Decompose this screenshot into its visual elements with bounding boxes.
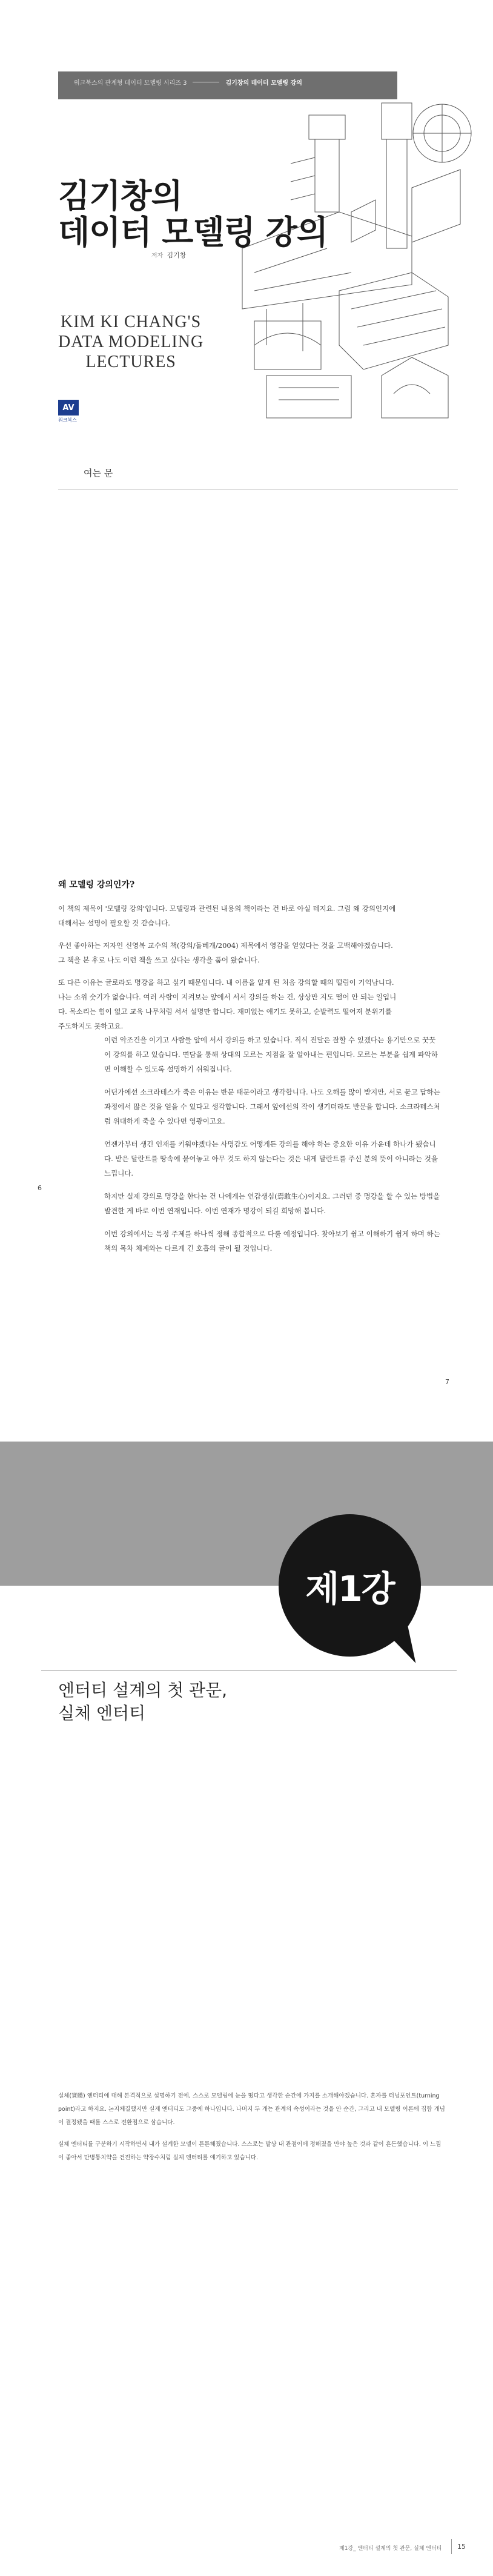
section-divider — [58, 489, 458, 490]
chapter-title-line2: 실체 엔터티 — [58, 1703, 146, 1723]
book-cover — [0, 0, 493, 427]
footer-divider — [451, 2539, 452, 2554]
chapter-1 — [0, 1442, 493, 2576]
chapter-divider — [41, 1670, 457, 1671]
author-prefix: 저자 — [151, 253, 164, 259]
paragraph: 이번 강의에서는 특정 주제를 하나씩 정해 종합적으로 다룰 예정입니다. 찾아보기 쉽고 이해하기 쉽게 하며 하는 책의 목차 체계와는 다르게 긴 호흡의 글이 될 것입니다. — [104, 1230, 440, 1253]
cover-title — [58, 178, 328, 251]
paragraph: 하지만 실제 강의로 명강을 한다는 건 나에게는 연갑생심(焉敢生心)이지요. 그러던 중 명강을 할 수 있는 방법을 발견한 게 바로 이번 연재입니다. 이번 연재가 명강이 되길 희망해 봅니다. — [104, 1192, 440, 1215]
paragraph: 어딘가에선 소크라테스가 죽은 이유는 반문 때문이라고 생각합니다. 나도 오해를 많이 받지만, 서로 묻고 답하는 과정에서 많은 것을 얻을 수 있다고 생각합니다. 그래서 앞에선의 작이 생기더라도 반문을 합니다. 소크라테스처럼 위대하게 죽을 수 있다면 영광이고요. — [104, 1088, 440, 1125]
section-heading: 왜 모델링 강의인가? — [58, 880, 135, 890]
running-footer: 제1강_ 엔터티 설계의 첫 관문, 실체 엔터티 — [339, 2546, 442, 2552]
publisher-logo — [58, 400, 79, 423]
author-name: 김기창 — [167, 251, 187, 259]
section-label: 여는 문 — [84, 468, 113, 478]
page-7-body — [104, 1033, 440, 1264]
chapter-badge — [279, 1514, 421, 1657]
cover-illustration — [230, 91, 493, 427]
english-title-line2: DATA MODELING — [58, 333, 204, 351]
page-6-body — [58, 901, 397, 1041]
paragraph: 실체(實體) 엔터티에 대해 본격적으로 설명하기 전에, 스스로 모델링에 눈을 떴다고 생각한 순간에 가지를 소개해야겠습니다. 혼자를 터닝포인트(turning point)라고 하지요. 논지체결했지만 실제 엔터티도 그중에 하나입니다. 나머지 두 개는 관계의 속성이라는 것을 안 순간, 그리고 내 모델링 이론에 집합 개념이 결정됐을 때를 스스로 전환점으로 삼습니다. — [58, 2093, 445, 2126]
chapter-body — [58, 2090, 446, 2173]
publisher-name: 워크북스 — [58, 417, 77, 423]
series-line — [58, 78, 397, 87]
page-7 — [0, 1036, 493, 1429]
series-prefix: 워크북스의 관계형 데이터 모델링 시리즈 3 — [74, 80, 187, 87]
chapter-title-line1: 엔터티 설계의 첫 관문, — [58, 1680, 228, 1700]
english-title-line1: KIM KI CHANG'S — [61, 313, 202, 331]
page-number: 6 — [38, 1184, 42, 1192]
author-row — [151, 250, 186, 260]
cover-title-line2: 데이터 모델링 강의 — [58, 213, 328, 251]
publisher-logo-mark: AV — [58, 400, 79, 416]
paragraph: 실체 엔터티를 구분하기 시작하면서 내가 설계한 모델이 튼튼해졌습니다. 스스로는 발상 내 관점이에 정해졌을 만야 높은 것과 같이 흔든했습니다. 이 느낌이 좋아서 만병통치약을 건전하는 약장수처럼 실체 엔터티를 얘기하고 있습니다. — [58, 2141, 442, 2161]
page-number: 7 — [445, 1378, 449, 1386]
chapter-title — [58, 1679, 227, 1725]
paragraph: 언젠가부터 생긴 인재를 키워야겠다는 사명감도 어떻게든 강의를 해야 하는 중요한 이유 가운데 하나가 됐습니다. 받은 달란트를 땅속에 묻어놓고 아무 것도 하지 않는다는 것은 내게 달란트를 주신 분의 뜻이 아니라는 것을 느낍니다. — [104, 1140, 438, 1177]
english-title — [58, 312, 203, 372]
paragraph: 이 책의 제목이 '모델링 강의'입니다. 모델링과 관련된 내용의 책이라는 건 바로 아실 테지요. 그럼 왜 강의인지에 대해서는 설명이 필요할 것 같습니다. — [58, 904, 396, 927]
page-number: 15 — [457, 2543, 466, 2551]
paragraph: 또 다른 이유는 글로라도 명강을 하고 싶기 때문입니다. 내 이름을 알게 된 처음 강의할 때의 떨림이 기억납니다. 나는 소위 숫기가 없습니다. 여러 사람이 지켜보는 앞에서 서서 강의를 하는 건, 상상만 지도 떨어 안 되는 일입니다. 목소리는 힘이 없고 교육 나무처럼 서서 설명만 합니다. 재미없는 얘기도 못하고, 순발력도 떨어져 분위기를 주도하지도 못하고요. — [58, 978, 397, 1030]
paragraph: 우선 좋아하는 저자인 신영복 교수의 책(강의/돌베개/2004) 제목에서 영감을 얻었다는 것을 고백해야겠습니다. 그 책을 본 후로 나도 이런 책을 쓰고 싶다는 생각을 품어 왔습니다. — [58, 941, 393, 964]
chapter-band — [0, 1442, 493, 1586]
series-title: 김기창의 데이터 모델링 강의 — [225, 80, 302, 87]
english-title-line3: LECTURES — [85, 353, 176, 371]
cover-title-line1: 김기창의 — [58, 177, 182, 215]
chapter-label: 제1강 — [305, 1568, 394, 1609]
paragraph: 이런 악조건을 이기고 사람들 앞에 서서 강의를 하고 있습니다. 직식 전달은 잘할 수 있겠다는 용기만으로 꿋꿋이 강의를 하고 있습니다. 면담을 통해 상대의 모르는 지점을 잘 알아내는 편입니다. 모르는 부분을 쉽게 파악하면 이해할 수 있도록 설명하기 쉬워집니다. — [104, 1036, 438, 1073]
